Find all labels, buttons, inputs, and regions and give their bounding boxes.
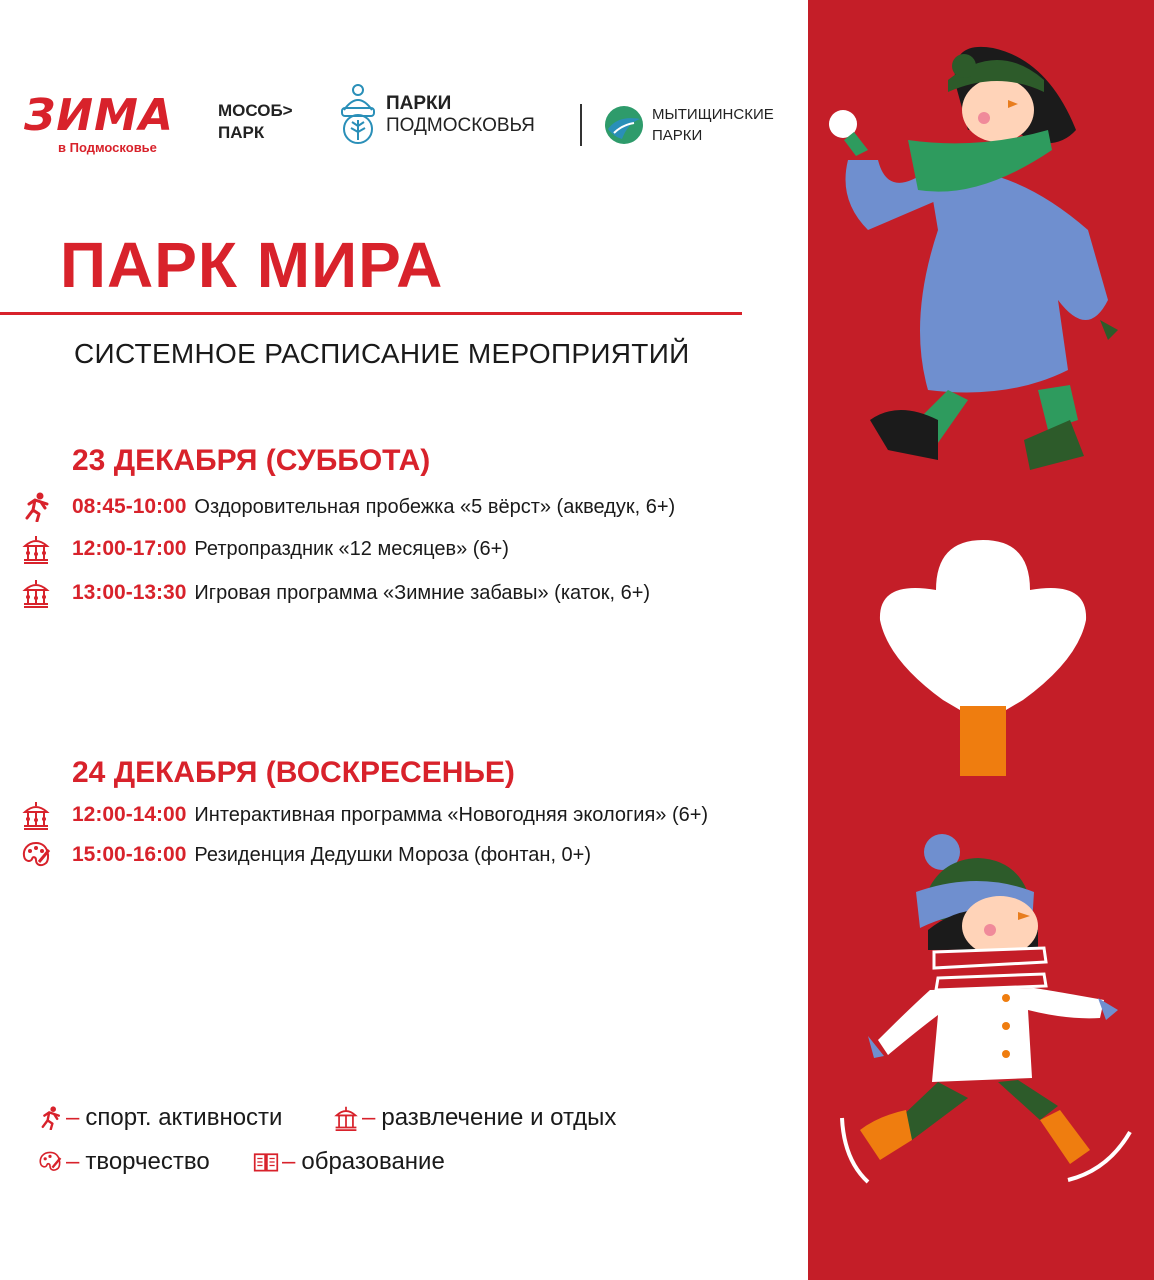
illustration-panel [808,0,1154,1280]
hat-tree-icon [336,84,380,146]
event-time: 08:45-10:00 [72,495,187,518]
event-description: Интерактивная программа «Новогодняя экология» (6+) [194,803,709,826]
winter-illustration [808,0,1154,1280]
legend-sport [36,1102,282,1134]
event-description: Резиденция Дедушки Мороза (фонтан, 0+) [194,843,592,866]
event-row [20,576,650,610]
event-row [20,532,509,566]
event-time: 13:00-13:30 [72,581,187,604]
legend-creativity [36,1146,210,1178]
snow-tree [880,540,1086,776]
day-heading: 23 ДЕКАБРЯ (СУББОТА) [72,444,431,477]
mytishchi-parks-logo [604,104,774,146]
palette-icon [36,1148,64,1176]
legend-entertainment [332,1102,616,1134]
logo-divider [580,104,582,146]
event-time: 15:00-16:00 [72,843,187,866]
legend-dash: – [66,1148,80,1175]
page-subtitle: СИСТЕМНОЕ РАСПИСАНИЕ МЕРОПРИЯТИЙ [74,338,690,369]
event-description: Оздоровительная пробежка «5 вёрст» (акведук, 6+) [194,495,676,518]
event-time: 12:00-14:00 [72,803,187,826]
boy-figure [842,834,1130,1182]
zima-logo-main: ЗИМА [24,90,174,141]
event-time: 12:00-17:00 [72,537,187,560]
carousel-icon [332,1104,360,1132]
mytishchi-logo-line2: ПАРКИ [652,127,703,144]
book-icon [252,1148,280,1176]
mytishchi-logo-line1: МЫТИЩИНСКИЕ [652,106,774,123]
running-icon [20,491,52,523]
globe-leaf-icon [604,105,644,145]
carousel-icon [20,577,52,609]
event-row [20,838,591,872]
legend-label: спорт. активности [85,1104,283,1131]
legend-education [252,1146,445,1178]
legend-label: творчество [85,1148,210,1175]
day-heading: 24 ДЕКАБРЯ (ВОСКРЕСЕНЬЕ) [72,756,515,789]
girl-figure [829,47,1118,470]
parki-logo-line2: ПОДМОСКОВЬЯ [386,115,535,136]
event-description: Игровая программа «Зимние забавы» (каток, 6+) [194,581,651,604]
zima-logo-sub: в Подмосковье [58,140,157,155]
palette-icon [20,839,52,871]
carousel-icon [20,799,52,831]
event-row [20,798,708,832]
legend-label: образование [301,1148,445,1175]
legend-label: развлечение и отдых [381,1104,617,1131]
legend-dash: – [282,1148,296,1175]
legend-dash: – [66,1104,80,1131]
mosoblpark-logo-line1: МОСОБ> [218,101,293,120]
running-icon [36,1104,64,1132]
parki-podmoskovya-logo [336,84,535,146]
parki-logo-line1: ПАРКИ [386,93,452,114]
legend-dash: – [362,1104,376,1131]
carousel-icon [20,533,52,565]
event-row [20,490,675,524]
mosoblpark-logo [218,100,293,144]
event-description: Ретропраздник «12 месяцев» (6+) [194,537,509,560]
title-underline [0,312,742,315]
page-title: ПАРК МИРА [60,229,444,301]
zima-logo [24,90,174,155]
mosoblpark-logo-line2: ПАРК [218,123,265,142]
